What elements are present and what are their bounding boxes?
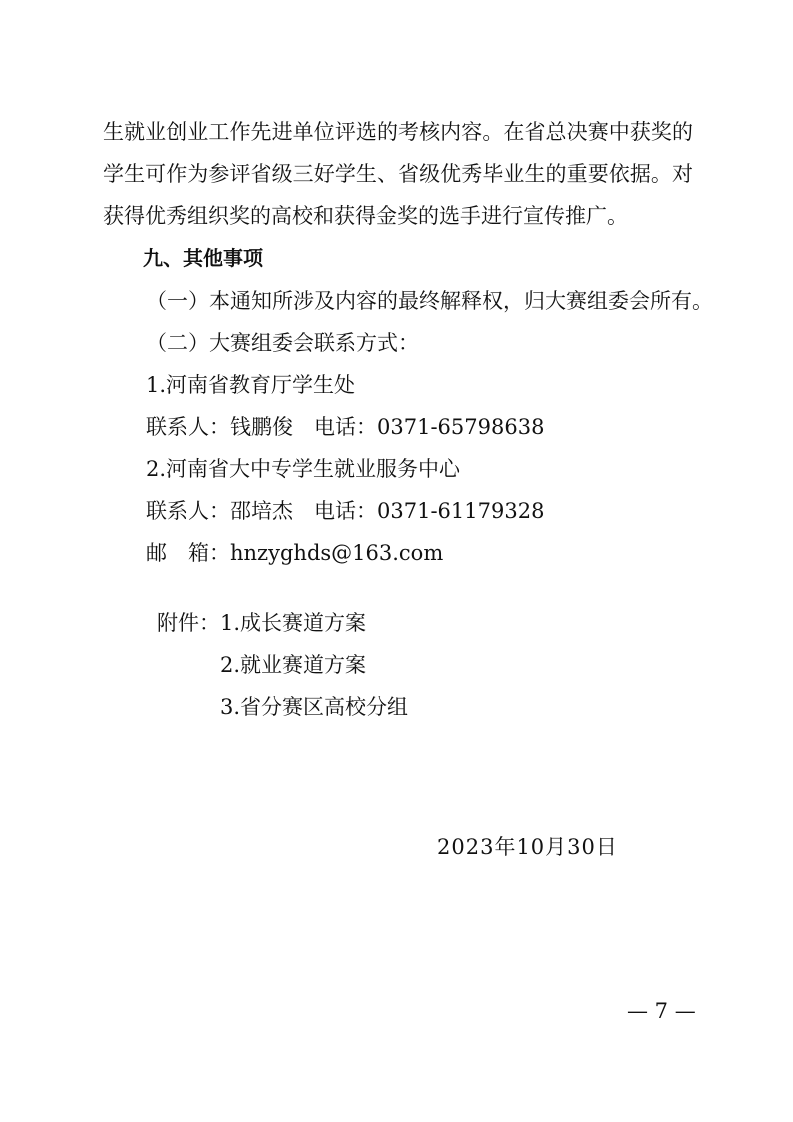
paragraph-line-1: 生就业创业工作先进单位评选的考核内容。在省总决赛中获奖的: [103, 120, 693, 144]
contact-person-2: 联系人：邵培杰 电话：0371-61179328: [146, 499, 545, 523]
contact-person-1: 联系人：钱鹏俊 电话：0371-65798638: [146, 415, 545, 439]
attachment-item-2: 2.就业赛道方案: [220, 653, 367, 677]
item-interpretation: （一）本通知所涉及内容的最终解释权，归大赛组委会所有。: [146, 289, 713, 313]
paragraph-line-2: 学生可作为参评省级三好学生、省级优秀毕业生的重要依据。对: [103, 162, 693, 186]
page-number: — 7 —: [627, 999, 696, 1023]
attachment-item-1: 1.成长赛道方案: [220, 611, 367, 635]
issue-date: 2023年10月30日: [437, 835, 618, 859]
contact-org-2: 2.河南省大中专学生就业服务中心: [146, 457, 461, 481]
attachment-item-3: 3.省分赛区高校分组: [220, 695, 409, 719]
contact-org-1: 1.河南省教育厅学生处: [146, 373, 356, 397]
item-contact-header: （二）大赛组委会联系方式：: [146, 331, 419, 355]
attachments-label: 附件：: [157, 611, 220, 635]
contact-email: 邮 箱：hnzyghds@163.com: [146, 541, 444, 565]
paragraph-line-3: 获得优秀组织奖的高校和获得金奖的选手进行宣传推广。: [103, 204, 628, 228]
section-heading: 九、其他事项: [143, 246, 263, 270]
